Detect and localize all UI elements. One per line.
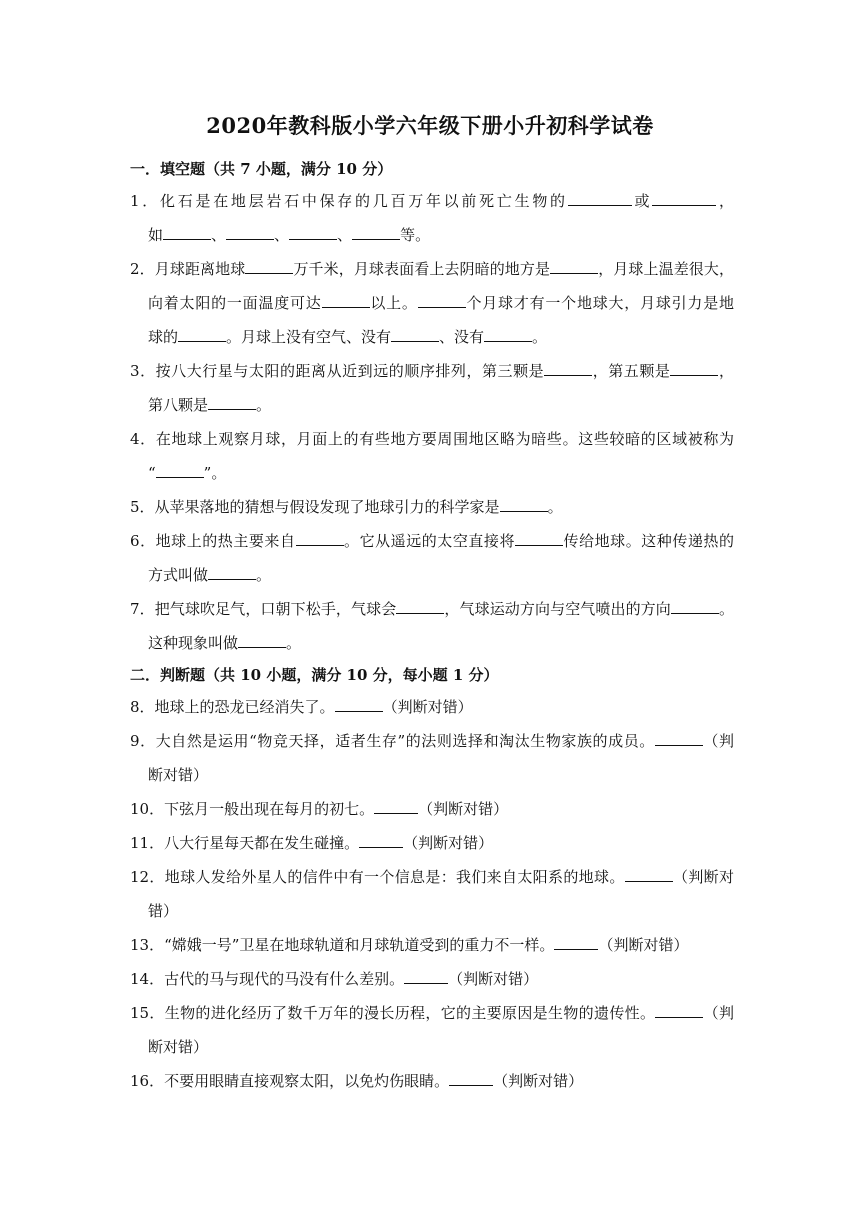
answer-blank[interactable] bbox=[404, 967, 448, 984]
question-4: 4．在地球上观察月球，月面上的有些地方要周围地区略为暗些。这些较暗的区域被称为 “ ”。 bbox=[130, 430, 734, 482]
answer-blank[interactable] bbox=[226, 223, 274, 240]
answer-blank[interactable] bbox=[238, 631, 286, 648]
question-10: 10．下弦月一般出现在每月的初七。 （判断对错） bbox=[130, 792, 734, 826]
answer-blank[interactable] bbox=[655, 1001, 703, 1018]
answer-blank[interactable] bbox=[374, 797, 418, 814]
question-9: 9．大自然是运用“物竞天择，适者生存”的法则选择和淘汰生物家族的成员。 （判 断对错） bbox=[130, 724, 734, 792]
answer-blank[interactable] bbox=[568, 189, 632, 206]
answer-blank[interactable] bbox=[163, 223, 211, 240]
answer-blank[interactable] bbox=[391, 325, 439, 342]
question-1: 1．化石是在地层岩石中保存的几百万年以前死亡生物的 或 ， 如 、 、 、 等。 bbox=[130, 184, 734, 252]
question-5: 5．从苹果落地的猜想与假设发现了地球引力的科学家是 。 bbox=[130, 490, 734, 524]
answer-blank[interactable] bbox=[289, 223, 337, 240]
answer-blank[interactable] bbox=[652, 189, 716, 206]
page-title: 2020年教科版小学六年级下册小升初科学试卷 bbox=[206, 113, 654, 138]
answer-blank[interactable] bbox=[484, 325, 532, 342]
question-3: 3．按八大行星与太阳的距离从近到远的顺序排列，第三颗是 ，第五颗是 ， 第八颗是 。 bbox=[130, 354, 734, 422]
answer-blank[interactable] bbox=[352, 223, 400, 240]
question-15: 15．生物的进化经历了数千万年的漫长历程，它的主要原因是生物的遗传性。 （判 断对错） bbox=[130, 996, 734, 1064]
answer-blank[interactable] bbox=[208, 563, 256, 580]
answer-blank[interactable] bbox=[554, 933, 598, 950]
question-7: 7．把气球吹足气，口朝下松手，气球会 ，气球运动方向与空气喷出的方向 。 这种现象叫做 。 bbox=[130, 592, 734, 660]
answer-blank[interactable] bbox=[544, 359, 592, 376]
answer-blank[interactable] bbox=[671, 597, 719, 614]
answer-blank[interactable] bbox=[418, 291, 466, 308]
answer-blank[interactable] bbox=[322, 291, 370, 308]
answer-blank[interactable] bbox=[550, 257, 598, 274]
question-16: 16．不要用眼睛直接观察太阳，以免灼伤眼睛。 （判断对错） bbox=[130, 1064, 734, 1098]
question-14: 14．古代的马与现代的马没有什么差别。 （判断对错） bbox=[130, 962, 734, 996]
question-8: 8．地球上的恐龙已经消失了。 （判断对错） bbox=[130, 690, 734, 724]
answer-blank[interactable] bbox=[396, 597, 444, 614]
question-11: 11．八大行星每天都在发生碰撞。 （判断对错） bbox=[130, 826, 734, 860]
answer-blank[interactable] bbox=[296, 529, 344, 546]
section-fill-blank-heading: 一．填空题（共 7 小题，满分 10 分） bbox=[130, 160, 393, 178]
answer-blank[interactable] bbox=[335, 695, 383, 712]
answer-blank[interactable] bbox=[178, 325, 226, 342]
answer-blank[interactable] bbox=[515, 529, 563, 546]
answer-blank[interactable] bbox=[208, 393, 256, 410]
answer-blank[interactable] bbox=[449, 1069, 493, 1086]
answer-blank[interactable] bbox=[655, 729, 703, 746]
answer-blank[interactable] bbox=[156, 461, 204, 478]
question-2: 2．月球距离地球 万千米，月球表面看上去阴暗的地方是 ，月球上温差很大， 向着太阳的一面温度可达 以上。 个月球才有一个地球大，月球引力是地 球的 。月球上没有空气、没有 、没有 。 bbox=[130, 252, 734, 354]
question-13: 13．“嫦娥一号”卫星在地球轨道和月球轨道受到的重力不一样。 （判断对错） bbox=[130, 928, 734, 962]
answer-blank[interactable] bbox=[670, 359, 718, 376]
question-6: 6．地球上的热主要来自 。它从遥远的太空直接将 传给地球。这种传递热的 方式叫做 。 bbox=[130, 524, 734, 592]
answer-blank[interactable] bbox=[625, 865, 673, 882]
question-12: 12．地球人发给外星人的信件中有一个信息是：我们来自太阳系的地球。 （判断对 错） bbox=[130, 860, 734, 928]
answer-blank[interactable] bbox=[500, 495, 548, 512]
section-true-false-heading: 二．判断题（共 10 小题，满分 10 分，每小题 1 分） bbox=[130, 666, 499, 684]
answer-blank[interactable] bbox=[245, 257, 293, 274]
answer-blank[interactable] bbox=[359, 831, 403, 848]
